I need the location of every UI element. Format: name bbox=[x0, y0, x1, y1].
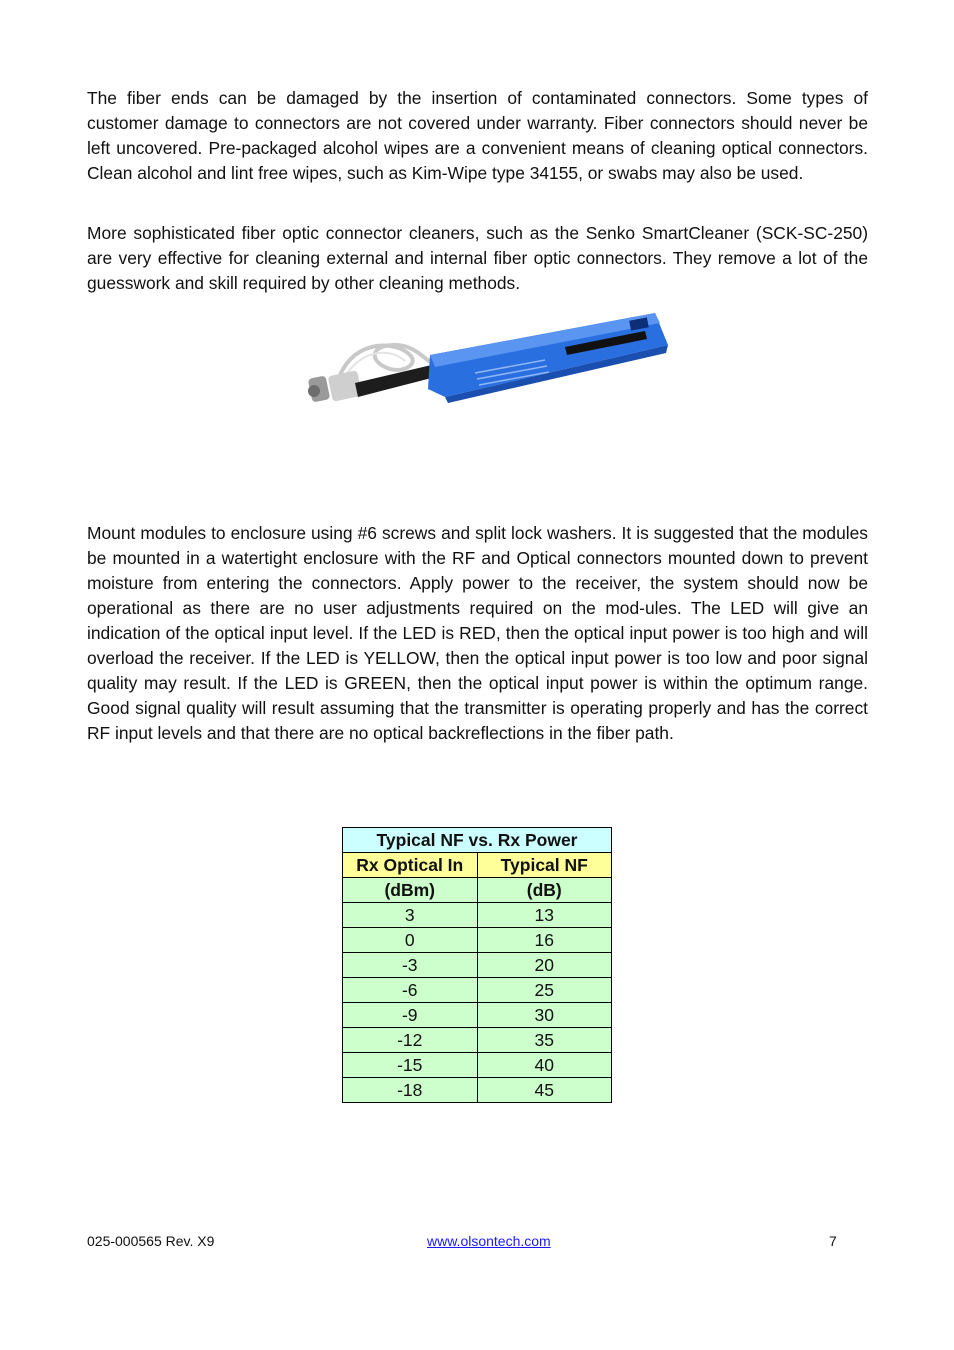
table-row bbox=[343, 1028, 612, 1053]
rx-value: -3 bbox=[343, 953, 478, 978]
nf-value: 20 bbox=[477, 953, 612, 978]
rx-value: 0 bbox=[343, 928, 478, 953]
footer-doc-number: 025-000565 Rev. X9 bbox=[87, 1233, 215, 1249]
nf-value: 40 bbox=[477, 1053, 612, 1078]
rx-value: -12 bbox=[343, 1028, 478, 1053]
col-header-typical-nf: Typical NF bbox=[477, 853, 612, 878]
rx-value: -18 bbox=[343, 1078, 478, 1103]
rx-value: -6 bbox=[343, 978, 478, 1003]
nf-value: 13 bbox=[477, 903, 612, 928]
nf-value: 35 bbox=[477, 1028, 612, 1053]
footer-page-number: 7 bbox=[829, 1233, 837, 1249]
paragraph-contamination: The fiber ends can be damaged by the insertion of contaminated connectors. Some types of customer damage to connectors are not covered under warranty. Fiber connectors should never be left uncovered. Pre-packaged alcohol wipes are a convenient means of cleaning optical connectors. Clean alcohol and lint free wipes, such as Kim-Wipe type 34155, or swabs may also be used. bbox=[87, 88, 868, 183]
fiber-connector-cleaner-icon bbox=[300, 305, 680, 417]
paragraph-mounting: Mount modules to enclosure using #6 screws and split lock washers. It is suggested that the modules be mounted in a watertight enclosure with the RF and Optical connectors mounted down to prevent moisture from entering the connectors. Apply power to the receiver, the system should now be operational as there are no user adjustments required on the mod-ules. The LED will give an indication of the optical input level. If the LED is RED, then the optical input power is too high and will overload the receiver. If the LED is YELLOW, then the optical input power is too low and poor signal quality may result. If the LED is GREEN, then the optical input power is within the optimum range. Good signal quality will result assuming that the transmitter is operating properly and has the correct RF input levels and that there are no optical backreflections in the fiber path. bbox=[87, 523, 868, 743]
table-row bbox=[343, 1053, 612, 1078]
table-row bbox=[343, 903, 612, 928]
nf-value: 30 bbox=[477, 1003, 612, 1028]
table-row bbox=[343, 953, 612, 978]
rx-value: -9 bbox=[343, 1003, 478, 1028]
col-unit-dbm: (dBm) bbox=[343, 878, 478, 903]
rx-value: 3 bbox=[343, 903, 478, 928]
nf-value: 25 bbox=[477, 978, 612, 1003]
nf-value: 45 bbox=[477, 1078, 612, 1103]
paragraph-smartcleaner: More sophisticated fiber optic connector cleaners, such as the Senko SmartCleaner (SCK-SC-250) are very effective for cleaning external and internal fiber optic connectors. They remove a lot of the guesswork and skill required by other cleaning methods. bbox=[87, 223, 868, 293]
footer-website-link[interactable]: www.olsontech.com bbox=[427, 1233, 551, 1249]
nf-vs-rx-power-table bbox=[342, 827, 612, 1103]
col-unit-db: (dB) bbox=[477, 878, 612, 903]
table-row bbox=[343, 1003, 612, 1028]
rx-value: -15 bbox=[343, 1053, 478, 1078]
col-header-rx-optical-in: Rx Optical In bbox=[343, 853, 478, 878]
table-row bbox=[343, 978, 612, 1003]
table-row bbox=[343, 928, 612, 953]
table-title: Typical NF vs. Rx Power bbox=[343, 828, 612, 853]
table-row bbox=[343, 1078, 612, 1103]
nf-value: 16 bbox=[477, 928, 612, 953]
